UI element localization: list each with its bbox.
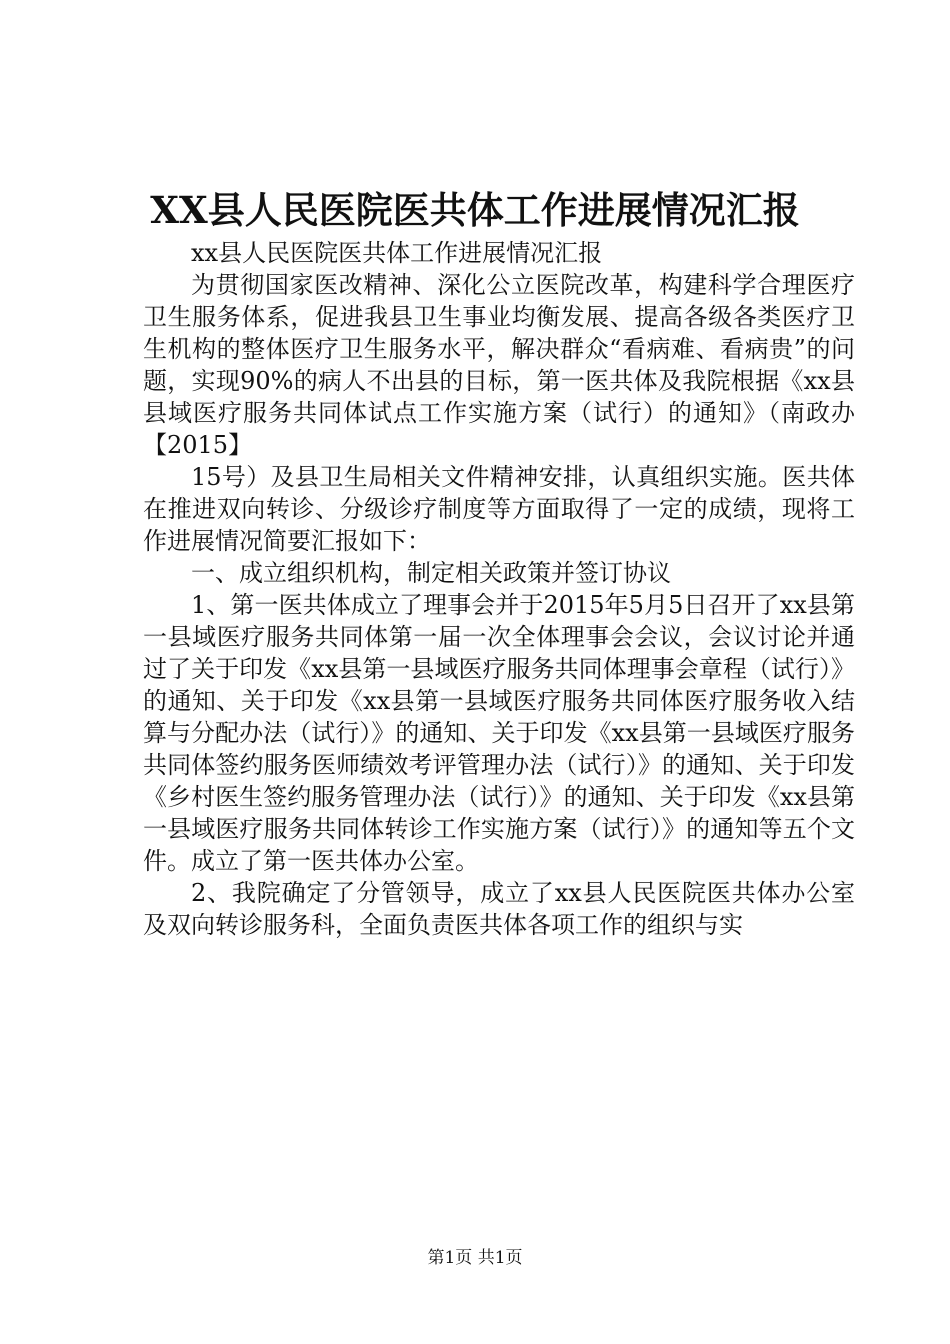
page-footer: 第1页 共1页 [427, 1248, 523, 1268]
paragraph-section-one: 一、成立组织机构，制定相关政策并签订协议 [191, 559, 671, 587]
document-body [143, 237, 855, 941]
paragraph-item-two: 2、我院确定了分管领导，成立了xx县人民医院医共体办公室及双向转诊服务科，全面负责医共体各项工作的组织与实 [143, 879, 855, 939]
paragraph-implementation: 15号）及县卫生局相关文件精神安排，认真组织实施。医共体在推进双向转诊、分级诊疗制度等方面取得了一定的成绩，现将工作进展情况简要汇报如下： [143, 463, 855, 555]
paragraph-intro: 为贯彻国家医改精神、深化公立医院改革，构建科学合理医疗卫生服务体系，促进我县卫生事业均衡发展、提高各级各类医疗卫生机构的整体医疗卫生服务水平，解决群众“看病难、看病贵”的问题，实现90%的病人不出县的目标，第一医共体及我院根据《xx县县域医疗服务共同体试点工作实施方案（试行）的通知》（南政办【2015】 [143, 271, 855, 459]
document-title: XX县人民医院医共体工作进展情况汇报 [150, 188, 800, 232]
paragraph-item-one: 1、第一医共体成立了理事会并于2015年5月5日召开了xx县第一县域医疗服务共同体第一届一次全体理事会会议，会议讨论并通过了关于印发《xx县第一县域医疗服务共同体理事会章程（试行）》的通知、关于印发《xx县第一县域医疗服务共同体医疗服务收入结算与分配办法（试行）》的通知、关于印发《xx县第一县域医疗服务共同体签约服务医师绩效考评管理办法（试行）》的通知、关于印发《乡村医生签约服务管理办法（试行）》的通知、关于印发《xx县第一县域医疗服务共同体转诊工作实施方案（试行）》的通知等五个文件。成立了第一医共体办公室。 [143, 591, 855, 875]
paragraph-heading: xx县人民医院医共体工作进展情况汇报 [191, 239, 603, 267]
